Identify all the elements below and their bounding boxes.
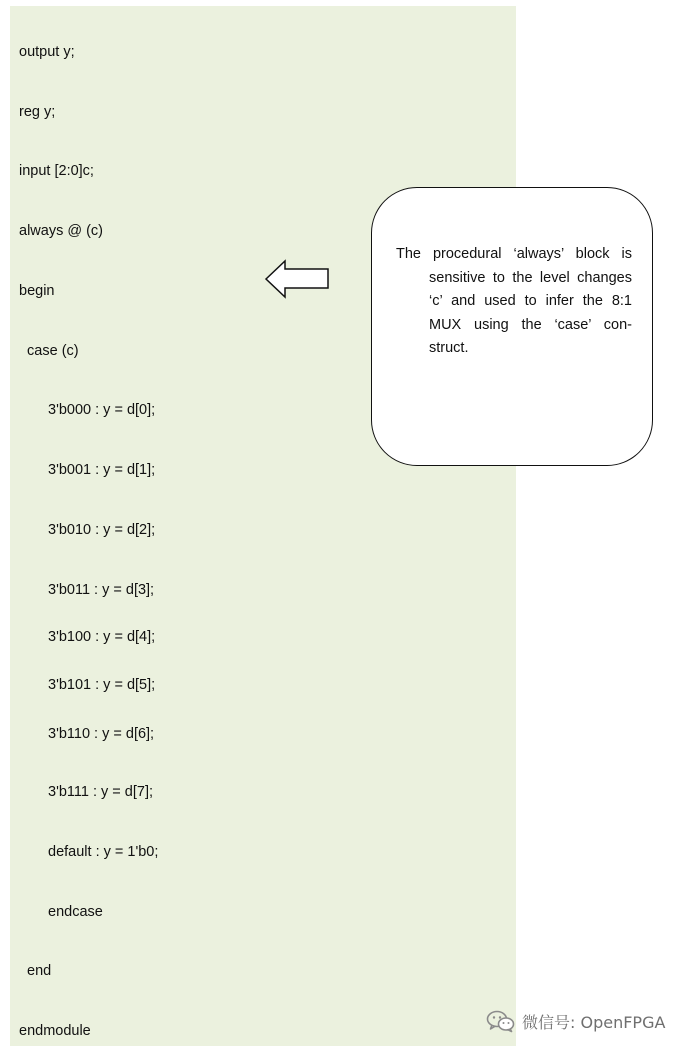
code-line-reg: reg y; [19,104,56,120]
code-line-endcase: endcase [48,904,103,920]
wechat-icon [486,1009,516,1033]
code-line-case-item-5: 3'b101 : y = d[5]; [48,677,156,693]
code-line-end: end [19,963,52,979]
callout-text: The procedural ‘always’ block is sensitive to the level changes ‘c’ and used to infer the 8:1 MUX using the ‘case’ con-struct. [396,246,632,356]
code-line-input: input [2:0]c; [19,163,94,179]
watermark-text: 微信号: OpenFPGA [522,1012,666,1032]
left-arrow-icon [264,259,330,299]
code-line-case-item-6: 3'b110 : y = d[6]; [48,726,155,742]
code-line-endmodule: endmodule [19,1023,91,1039]
watermark [486,1008,665,1034]
code-line-always: always @ (c) [19,223,104,239]
code-line-case-item-4: 3'b100 : y = d[4]; [48,629,156,645]
code-line-case-item-7: 3'b111 : y = d[7]; [48,784,154,800]
code-line-begin: begin [19,283,55,299]
code-panel [10,6,516,1046]
code-line-output: output y; [19,44,75,60]
code-line-case-item-1: 3'b001 : y = d[1]; [48,462,156,478]
annotation-callout [371,187,653,466]
code-line-case-item-3: 3'b011 : y = d[3]; [48,582,155,598]
code-line-case-item-2: 3'b010 : y = d[2]; [48,522,156,538]
code-line-default: default : y = 1'b0; [48,844,159,860]
code-line-case-item-0: 3'b000 : y = d[0]; [48,402,156,418]
code-line-case: case (c) [19,343,79,359]
